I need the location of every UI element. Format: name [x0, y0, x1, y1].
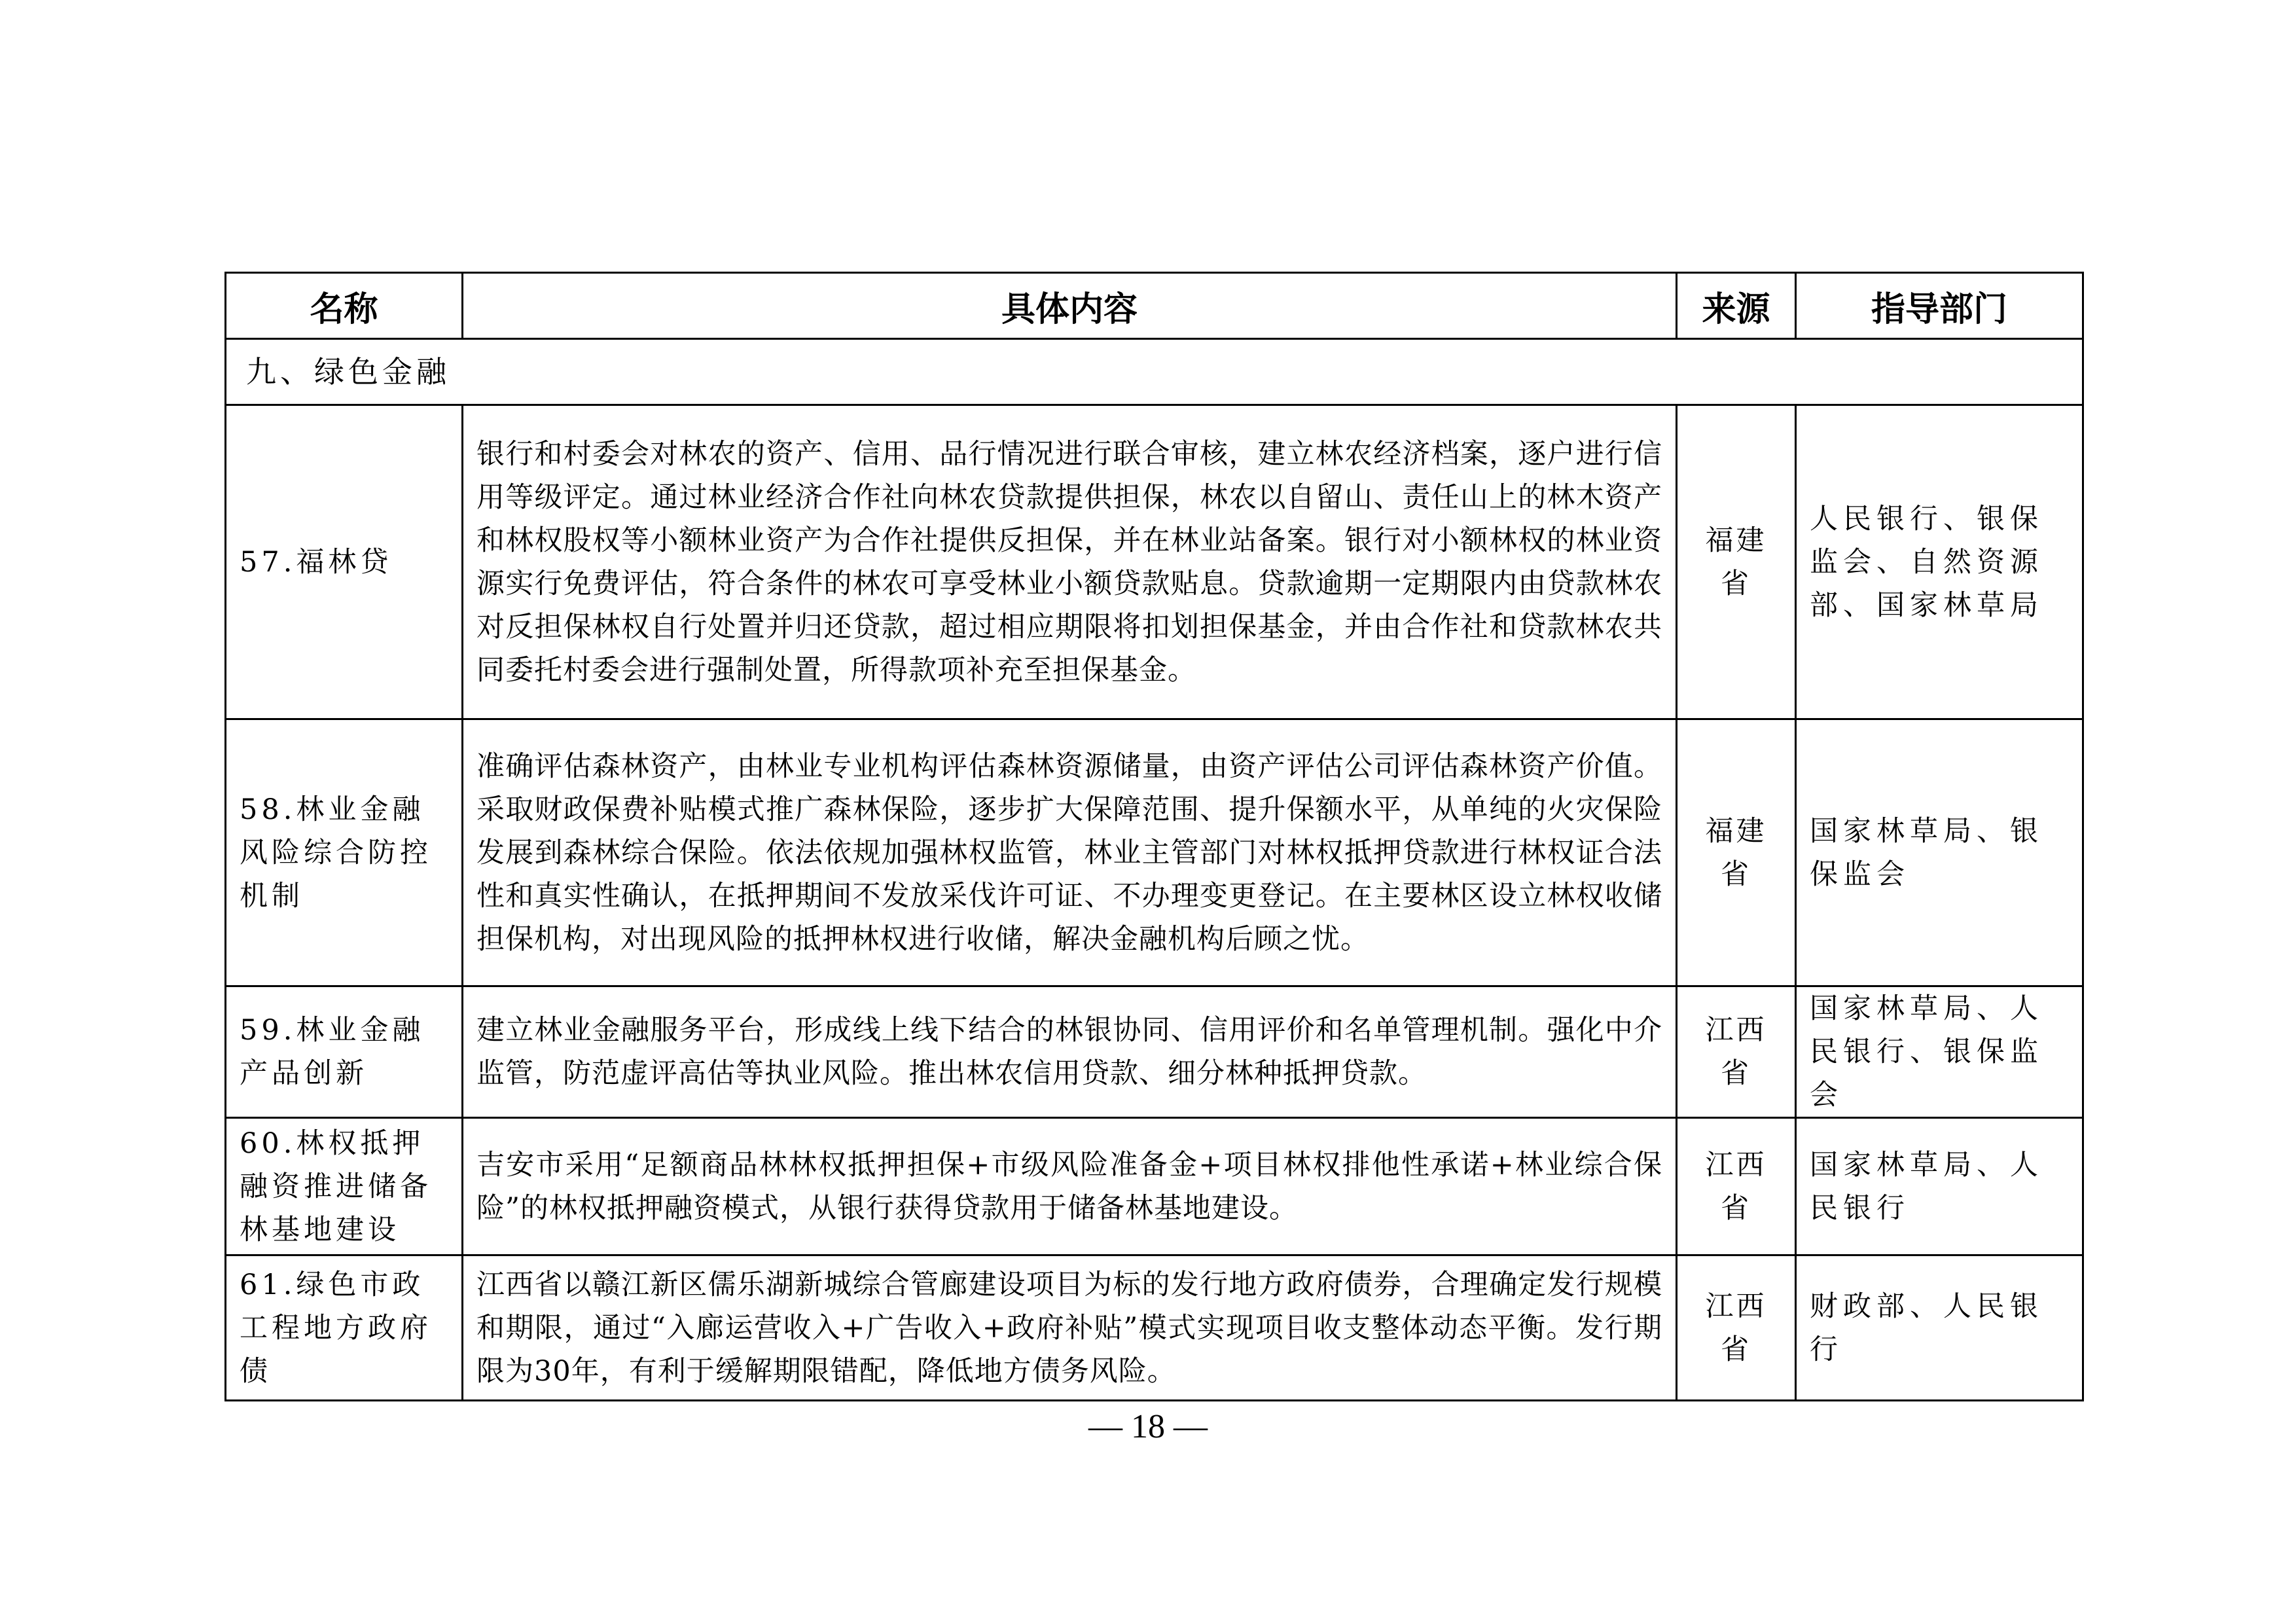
- row-name: 58.林业金融风险综合防控机制: [226, 719, 463, 986]
- row-source: 江西省: [1677, 1255, 1796, 1401]
- row-source: 福建省: [1677, 719, 1796, 986]
- row-department: 人民银行、银保监会、自然资源部、国家林草局: [1796, 405, 2083, 719]
- table-row: [226, 719, 2083, 986]
- row-content: 江西省以赣江新区儒乐湖新城综合管廊建设项目为标的发行地方政府债券，合理确定发行规模和期限，通过“入廊运营收入+广告收入+政府补贴”模式实现项目收支整体动态平衡。发行期限为30年，有利于缓解期限错配，降低地方债务风险。: [463, 1255, 1677, 1401]
- header-source: 来源: [1677, 273, 1796, 339]
- row-content: 吉安市采用“足额商品林林权抵押担保+市级风险准备金+项目林权排他性承诺+林业综合保险”的林权抵押融资模式，从银行获得贷款用于储备林基地建设。: [463, 1118, 1677, 1255]
- row-department: 国家林草局、人民银行: [1796, 1118, 2083, 1255]
- row-content: 准确评估森林资产，由林业专业机构评估森林资源储量，由资产评估公司评估森林资产价值。采取财政保费补贴模式推广森林保险，逐步扩大保障范围、提升保额水平，从单纯的火灾保险发展到森林综合保险。依法依规加强林权监管，林业主管部门对林权抵押贷款进行林权证合法性和真实性确认，在抵押期间不发放采伐许可证、不办理变更登记。在主要林区设立林权收储担保机构，对出现风险的抵押林权进行收储，解决金融机构后顾之忧。: [463, 719, 1677, 986]
- row-name: 57.福林贷: [226, 405, 463, 719]
- page-number: — 18 —: [1088, 1408, 1208, 1445]
- table-row: [226, 986, 2083, 1118]
- table-row: [226, 405, 2083, 719]
- section-row: [226, 339, 2083, 405]
- header-content: 具体内容: [463, 273, 1677, 339]
- row-department: 财政部、人民银行: [1796, 1255, 2083, 1401]
- section-title: 九、绿色金融: [226, 339, 2083, 405]
- header-department: 指导部门: [1796, 273, 2083, 339]
- table-row: [226, 1118, 2083, 1255]
- row-department: 国家林草局、人民银行、银保监会: [1796, 986, 2083, 1118]
- row-content: 银行和村委会对林农的资产、信用、品行情况进行联合审核，建立林农经济档案，逐户进行信用等级评定。通过林业经济合作社向林农贷款提供担保，林农以自留山、责任山上的林木资产和林权股权等小额林业资产为合作社提供反担保，并在林业站备案。银行对小额林权的林业资源实行免费评估，符合条件的林农可享受林业小额贷款贴息。贷款逾期一定期限内由贷款林农对反担保林权自行处置并归还贷款，超过相应期限将扣划担保基金，并由合作社和贷款林农共同委托村委会进行强制处置，所得款项补充至担保基金。: [463, 405, 1677, 719]
- row-name: 60.林权抵押融资推进储备林基地建设: [226, 1118, 463, 1255]
- row-name: 59.林业金融产品创新: [226, 986, 463, 1118]
- row-source: 江西省: [1677, 1118, 1796, 1255]
- row-name: 61.绿色市政工程地方政府债: [226, 1255, 463, 1401]
- table-row: [226, 1255, 2083, 1401]
- header-name: 名称: [226, 273, 463, 339]
- table-header-row: [226, 273, 2083, 339]
- row-source: 福建省: [1677, 405, 1796, 719]
- policy-table: [224, 272, 2084, 1401]
- row-source: 江西省: [1677, 986, 1796, 1118]
- row-department: 国家林草局、银保监会: [1796, 719, 2083, 986]
- row-content: 建立林业金融服务平台，形成线上线下结合的林银协同、信用评价和名单管理机制。强化中介监管，防范虚评高估等执业风险。推出林农信用贷款、细分林种抵押贷款。: [463, 986, 1677, 1118]
